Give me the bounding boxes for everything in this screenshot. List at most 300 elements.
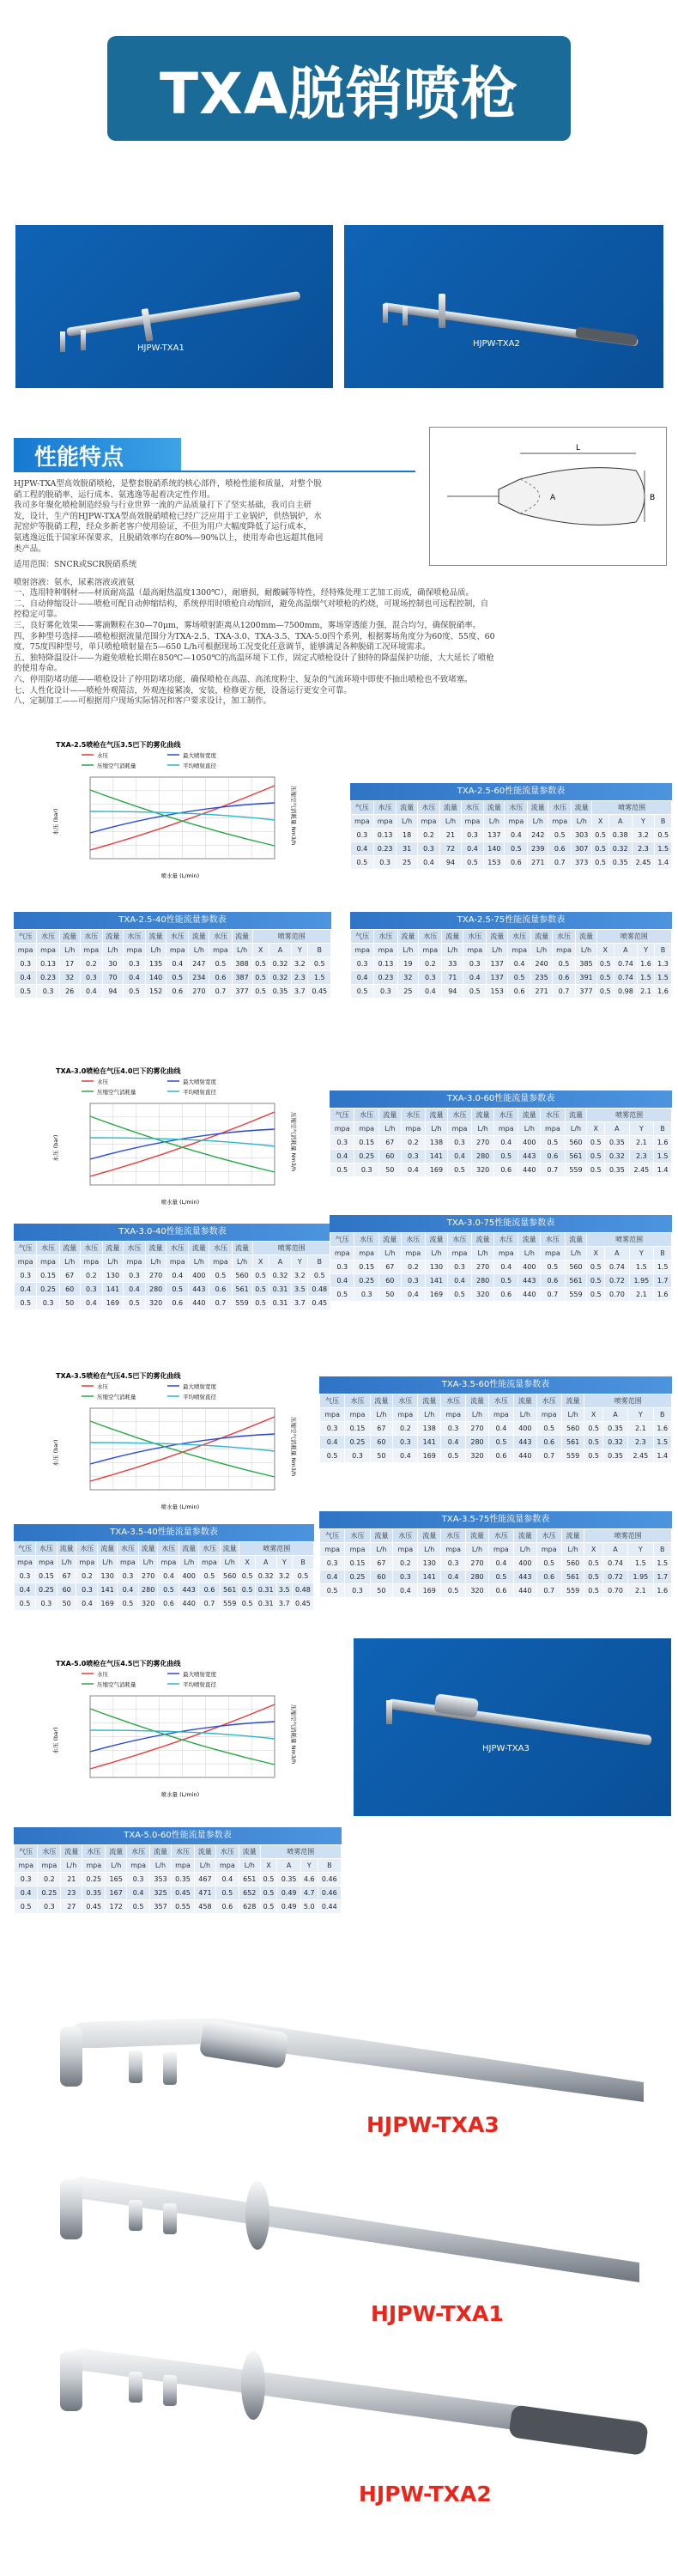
table-header-cell: 流量	[514, 1394, 537, 1408]
perf-table	[14, 1241, 331, 1310]
table-row	[330, 1150, 672, 1163]
table-cell: 0.3	[461, 829, 484, 842]
table-cell: 2.1	[629, 1288, 653, 1302]
table-cell: 353	[150, 1873, 172, 1886]
table-cell: 0.4	[117, 1583, 138, 1597]
table-cell: 0.4	[393, 1449, 418, 1463]
table-unit-cell: L/h	[518, 1122, 541, 1136]
table-cell: 443	[514, 1436, 537, 1449]
table-header-cell: 流量	[576, 930, 597, 944]
table-cell: 0.4	[15, 1886, 38, 1900]
table-cell: 0.38	[608, 829, 632, 842]
table-cell: 67	[378, 1136, 401, 1150]
table-header-cell: 流量	[418, 1529, 441, 1543]
table-header-cell: 水压	[80, 1242, 102, 1255]
table-caption: TXA-5.0-60性能流量参数表	[14, 1827, 342, 1844]
table-cell: 1.6	[653, 1422, 671, 1436]
table-unit-cell: L/h	[378, 1122, 401, 1136]
table-cell: 0.3	[351, 829, 374, 842]
table-cell: 0.3	[440, 1422, 465, 1436]
table-cell: 0.3	[354, 1163, 378, 1177]
table-cell: 3.7	[292, 985, 308, 999]
table-header-cell: 水压	[508, 930, 531, 944]
table-cell: 0.3	[393, 1436, 418, 1449]
table-unit-cell: mpa	[209, 1255, 232, 1269]
perf-table	[14, 929, 331, 999]
table-cell: 400	[189, 1269, 209, 1283]
table-header-cell: 水压	[38, 1845, 61, 1859]
table-cell: 443	[189, 1283, 209, 1297]
chart-title: TXA-5.0喷枪在气压4.5巴下的雾化曲线	[56, 1660, 181, 1668]
table-header-cell: 流量	[146, 1242, 166, 1255]
table-cell: 25	[397, 985, 419, 999]
table-cell: 0.5	[494, 1150, 518, 1163]
table-cell: 440	[518, 1163, 541, 1177]
table-cell: 70	[102, 971, 123, 985]
legend-label: 最大喷射宽度	[183, 1078, 216, 1085]
table-cell: 0.70	[605, 1288, 629, 1302]
table-cell: 561	[565, 1274, 587, 1288]
table-header-cell: 水压	[447, 1233, 471, 1247]
table-unit-cell: mpa	[536, 1543, 561, 1557]
table-unit-cell: B	[292, 1556, 313, 1570]
table-cell: 0.5	[584, 1584, 602, 1598]
table-cell: 0.35	[605, 1163, 629, 1177]
table-cell: 0.3	[401, 1150, 425, 1163]
table-unit-cell: L/h	[472, 1122, 494, 1136]
table-unit-cell: mpa	[354, 1122, 378, 1136]
table-cell: 239	[528, 842, 548, 856]
table-unit-cell: B	[654, 944, 671, 957]
table-unit-cell: mpa	[37, 1255, 59, 1269]
table-cell: 0.55	[171, 1900, 194, 1914]
table-cell: 0.5	[440, 1584, 465, 1598]
legend-label: 压缩空气消耗量	[97, 1394, 136, 1400]
table-cell: 1.5	[654, 971, 671, 985]
table-unit-cell: L/h	[484, 815, 505, 829]
table-header-cell: 气压	[15, 1542, 36, 1556]
table-header-cell: 喷雾范围	[252, 930, 331, 944]
table-row	[330, 1163, 672, 1177]
table-cell: 0.5	[461, 856, 484, 870]
perf-table-txa25-40	[14, 912, 331, 999]
table-unit-cell: B	[308, 1255, 331, 1269]
solution-line: 喷射溶液：氨水，尿素溶液或液氨	[14, 577, 135, 587]
table-cell: 0.32	[608, 842, 632, 856]
table-header-cell: 喷雾范围	[252, 1242, 331, 1255]
table-cell: 0.74	[614, 971, 637, 985]
table-cell: 0.3	[419, 971, 442, 985]
table-cell: 26	[59, 985, 80, 999]
table-header-cell: 水压	[440, 1394, 465, 1408]
table-cell: 0.25	[35, 1583, 57, 1597]
table-cell: 60	[378, 1274, 401, 1288]
table-unit-cell: A	[614, 944, 637, 957]
table-cell: 0.6	[215, 1900, 239, 1914]
table-cell: 0.7	[536, 1584, 561, 1598]
table-cell: 0.25	[82, 1873, 106, 1886]
table-header-cell: 流量	[232, 1242, 252, 1255]
table-cell: 0.4	[127, 1886, 150, 1900]
table-unit-cell: L/h	[561, 1543, 584, 1557]
table-caption: TXA-3.5-75性能流量参数表	[319, 1511, 672, 1528]
table-cell: 130	[102, 1269, 123, 1283]
table-header-cell: 气压	[15, 930, 37, 944]
table-cell: 0.5	[239, 1570, 255, 1583]
table-cell: 0.4	[351, 971, 374, 985]
diagram-label-l: L	[576, 444, 581, 453]
table-cell: 373	[572, 856, 592, 870]
table-unit-cell: mpa	[15, 944, 37, 957]
table-cell: 0.72	[605, 1274, 629, 1288]
table-cell: 0.5	[541, 1261, 565, 1274]
feature-list	[14, 560, 675, 708]
photo-label-txa2: HJPW-TXA2	[473, 339, 520, 349]
table-cell: 0.6	[536, 1436, 561, 1449]
table-row	[351, 829, 672, 842]
table-unit-cell: L/h	[232, 944, 252, 957]
table-unit-cell: X	[260, 1859, 277, 1873]
table-header-cell: 喷雾范围	[260, 1845, 341, 1859]
table-cell: 0.5	[239, 1597, 255, 1611]
table-cell: 0.4	[440, 1436, 465, 1449]
table-unit-cell: mpa	[15, 1255, 37, 1269]
feature-line: 三、良好雾化效果——雾滴颗粒在30—70μm，雾场喷射距离从1200mm—7500mm，雾场穿透能力强，混合均匀，确保脱硝率。	[14, 620, 481, 630]
table-cell: 0.4	[320, 1571, 345, 1584]
table-unit-cell: L/h	[418, 1408, 441, 1422]
table-cell: 0.5	[655, 829, 672, 842]
table-header-cell: 水压	[494, 1109, 518, 1122]
table-cell: 94	[440, 856, 461, 870]
table-header-cell: 水压	[166, 1242, 189, 1255]
table-unit-cell: L/h	[59, 1255, 80, 1269]
table-cell: 0.4	[15, 1283, 37, 1297]
table-unit-cell: mpa	[401, 1122, 425, 1136]
table-cell: 0.3	[123, 957, 145, 971]
table-header-cell: 水压	[123, 1242, 145, 1255]
table-cell: 559	[561, 1449, 584, 1463]
table-cell: 0.6	[494, 1163, 518, 1177]
perf-table	[14, 1541, 314, 1611]
table-cell: 1.3	[654, 957, 671, 971]
table-row	[15, 1297, 331, 1310]
table-cell: 3.5	[292, 1283, 308, 1297]
table-cell: 169	[418, 1449, 441, 1463]
table-cell: 152	[146, 985, 166, 999]
table-cell: 559	[220, 1597, 239, 1611]
table-cell: 2.45	[628, 1449, 653, 1463]
table-row	[15, 1597, 314, 1611]
table-cell: 440	[514, 1449, 537, 1463]
legend-label: 压缩空气消耗量	[97, 1681, 136, 1688]
perf-table	[319, 1528, 672, 1598]
table-cell: 50	[378, 1288, 401, 1302]
table-header-cell: 流量	[57, 1542, 76, 1556]
atomization-chart-txa25	[47, 738, 330, 884]
table-row	[15, 1583, 314, 1597]
table-unit-cell: L/h	[189, 1255, 209, 1269]
table-cell: 561	[232, 1283, 252, 1297]
table-header-cell: 水压	[505, 801, 528, 815]
table-cell: 0.5	[252, 971, 269, 985]
table-unit-cell: mpa	[215, 1859, 239, 1873]
table-header-cell: 水压	[440, 1529, 465, 1543]
table-cell: 0.5	[260, 1873, 277, 1886]
table-cell: 67	[57, 1570, 76, 1583]
table-cell: 0.5	[494, 1274, 518, 1288]
table-cell: 4.6	[300, 1873, 318, 1886]
table-cell: 320	[466, 1449, 489, 1463]
table-cell: 0.32	[602, 1436, 627, 1449]
table-cell: 320	[472, 1288, 494, 1302]
table-cell: 391	[576, 971, 597, 985]
table-cell: 0.5	[215, 1886, 239, 1900]
table-cell: 3.2	[292, 1269, 308, 1283]
table-cell: 0.7	[209, 1297, 232, 1310]
table-header-cell: 水压	[158, 1542, 179, 1556]
table-cell: 1.5	[654, 1150, 672, 1163]
table-header-cell: 水压	[393, 1394, 418, 1408]
table-cell: 0.6	[488, 1584, 513, 1598]
table-header-cell: 流量	[440, 801, 461, 815]
table-unit-cell: mpa	[401, 1247, 425, 1261]
table-header-cell: 气压	[330, 1109, 354, 1122]
table-unit-cell: A	[602, 1543, 627, 1557]
feature-line: 八、定制加工——可根据用户现场实际情况和客户要求设计，加工制作。	[14, 696, 272, 707]
table-cell: 0.5	[123, 985, 145, 999]
table-cell: 0.5	[252, 1297, 269, 1310]
table-cell: 0.4	[76, 1597, 98, 1611]
table-unit-cell: L/h	[576, 944, 597, 957]
table-cell: 0.5	[308, 1269, 331, 1283]
table-cell: 0.6	[541, 1150, 565, 1163]
table-header-cell: 水压	[80, 930, 102, 944]
table-header-cell: 流量	[102, 1242, 123, 1255]
table-cell: 560	[232, 1269, 252, 1283]
table-cell: 3.7	[276, 1597, 292, 1611]
table-unit-cell: X	[587, 1247, 605, 1261]
legend-label: 最大喷射宽度	[183, 1671, 216, 1678]
table-unit-cell: mpa	[166, 944, 189, 957]
table-cell: 0.6	[508, 985, 531, 999]
table-unit-cell: L/h	[440, 815, 461, 829]
table-unit-cell: L/h	[102, 1255, 123, 1269]
table-cell: 0.49	[277, 1886, 300, 1900]
table-unit-cell: L/h	[466, 1408, 489, 1422]
table-unit-cell: L/h	[514, 1408, 537, 1422]
perf-table	[14, 1844, 342, 1914]
table-header-cell: 流量	[239, 1845, 260, 1859]
table-cell: 0.5	[508, 971, 531, 985]
table-cell: 169	[102, 1297, 123, 1310]
table-cell: 0.35	[602, 1449, 627, 1463]
table-cell: 140	[146, 971, 166, 985]
table-unit-cell: B	[318, 1859, 341, 1873]
table-row	[320, 1584, 672, 1598]
table-cell: 271	[528, 856, 548, 870]
table-unit-cell: mpa	[80, 1255, 102, 1269]
table-header-cell: 水压	[488, 1529, 513, 1543]
table-cell: 0.4	[488, 1422, 513, 1436]
table-cell: 0.5	[166, 1283, 189, 1297]
table-unit-cell: mpa	[552, 944, 575, 957]
perf-table	[319, 1394, 672, 1463]
table-header-cell: 水压	[198, 1542, 220, 1556]
table-header-cell: 流量	[220, 1542, 239, 1556]
table-header-cell: 水压	[354, 1109, 378, 1122]
table-cell: 0.5	[587, 1150, 605, 1163]
table-cell: 0.3	[463, 957, 487, 971]
table-header-cell: 流量	[378, 1109, 401, 1122]
table-header-cell: 流量	[531, 930, 553, 944]
table-row	[351, 842, 672, 856]
table-header-cell: 水压	[417, 801, 440, 815]
table-caption: TXA-3.0-60性能流量参数表	[330, 1091, 672, 1108]
table-cell: 247	[189, 957, 209, 971]
table-cell: 280	[472, 1150, 494, 1163]
table-unit-cell: L/h	[138, 1556, 158, 1570]
diagram-label-b: B	[650, 494, 656, 502]
perf-table-txa30-60	[330, 1091, 672, 1177]
table-cell: 130	[98, 1570, 118, 1583]
table-unit-cell: A	[277, 1859, 300, 1873]
intro-line: HJPW-TXA型高效脱硝喷枪，是整套脱硝系统的核心部件，喷枪性能和质量，对整个脱	[14, 479, 322, 489]
chart-title: TXA-2.5喷枪在气压3.5巴下的雾化曲线	[56, 741, 181, 749]
table-cell: 0.2	[76, 1570, 98, 1583]
table-cell: 0.5	[552, 957, 575, 971]
table-cell: 0.3	[123, 1269, 145, 1283]
table-cell: 1.95	[629, 1274, 653, 1288]
table-cell: 0.5	[488, 1436, 513, 1449]
table-cell: 0.4	[461, 842, 484, 856]
table-unit-cell: B	[654, 1122, 672, 1136]
table-cell: 559	[565, 1288, 587, 1302]
table-header-cell: 流量	[189, 1242, 209, 1255]
table-cell: 0.25	[345, 1436, 370, 1449]
table-header-cell: 水压	[209, 1242, 232, 1255]
table-cell: 0.5	[252, 985, 269, 999]
table-cell: 0.5	[587, 1288, 605, 1302]
table-unit-cell: L/h	[418, 1543, 441, 1557]
table-cell: 0.13	[373, 829, 397, 842]
table-cell: 27	[61, 1900, 82, 1914]
table-header-cell: 流量	[189, 930, 209, 944]
table-cell: 0.25	[37, 1283, 59, 1297]
table-cell: 0.15	[354, 1261, 378, 1274]
table-header-cell: 喷雾范围	[592, 801, 672, 815]
table-unit-cell: mpa	[166, 1255, 189, 1269]
table-cell: 443	[514, 1571, 537, 1584]
table-cell: 560	[565, 1136, 587, 1150]
table-unit-cell: Y	[292, 1255, 308, 1269]
table-unit-cell: mpa	[419, 944, 442, 957]
table-cell: 0.4	[123, 1283, 145, 1297]
table-unit-cell: mpa	[440, 1543, 465, 1557]
table-cell: 560	[561, 1557, 584, 1571]
table-cell: 50	[370, 1584, 393, 1598]
table-unit-cell: X	[252, 944, 269, 957]
table-unit-cell: L/h	[426, 1247, 448, 1261]
table-cell: 242	[528, 829, 548, 842]
table-cell: 0.5	[584, 1422, 602, 1436]
table-cell: 400	[518, 1261, 541, 1274]
table-cell: 0.6	[166, 985, 189, 999]
table-cell: 0.5	[260, 1886, 277, 1900]
table-cell: 0.2	[80, 1269, 102, 1283]
table-header-cell: 喷雾范围	[596, 930, 671, 944]
table-cell: 0.5	[198, 1570, 220, 1583]
table-unit-cell: mpa	[351, 815, 374, 829]
table-unit-cell: mpa	[330, 1122, 354, 1136]
table-cell: 1.7	[653, 1571, 671, 1584]
table-unit-cell: L/h	[487, 944, 508, 957]
table-cell: 50	[59, 1297, 80, 1310]
table-unit-cell: L/h	[565, 1247, 587, 1261]
table-header-cell: 喷雾范围	[584, 1394, 672, 1408]
table-unit-cell: mpa	[508, 944, 531, 957]
table-cell: 387	[232, 971, 252, 985]
feature-line: 一、选用特种钢材——材质耐高温（最高耐热温度1300℃），耐磨损，耐酸碱等特性，经特殊处理工艺加工而成，确保喷枪品质。	[14, 588, 474, 598]
feature-line: 的使用寿命。	[14, 664, 63, 674]
table-cell: 0.15	[35, 1570, 57, 1583]
table-unit-cell: L/h	[150, 1859, 172, 1873]
table-cell: 17	[59, 957, 80, 971]
table-header-cell: 气压	[15, 1845, 38, 1859]
table-cell: 0.5	[440, 1449, 465, 1463]
table-header-cell: 流量	[232, 930, 252, 944]
table-unit-cell: X	[584, 1543, 602, 1557]
table-cell: 0.4	[330, 1150, 354, 1163]
table-cell: 0.3	[15, 1873, 38, 1886]
table-cell: 0.25	[38, 1886, 61, 1900]
table-cell: 0.15	[37, 1269, 59, 1283]
y2-axis-label: 压缩空气消耗量 Nm3/h	[290, 1112, 297, 1172]
table-unit-cell: L/h	[146, 1255, 166, 1269]
table-unit-cell: X	[592, 815, 609, 829]
table-cell: 0.23	[374, 971, 397, 985]
section-divider	[14, 471, 415, 472]
table-cell: 0.4	[80, 985, 102, 999]
table-unit-cell: L/h	[57, 1556, 76, 1570]
table-cell: 0.74	[602, 1557, 627, 1571]
table-row	[15, 971, 331, 985]
table-cell: 165	[106, 1873, 127, 1886]
perf-table	[350, 800, 672, 870]
table-cell: 0.7	[536, 1449, 561, 1463]
table-unit-cell: mpa	[461, 815, 484, 829]
table-cell: 67	[59, 1269, 80, 1283]
table-unit-cell: mpa	[123, 944, 145, 957]
table-unit-cell: B	[653, 1543, 671, 1557]
table-cell: 30	[102, 957, 123, 971]
table-cell: 0.2	[401, 1136, 425, 1150]
table-cell: 141	[418, 1571, 441, 1584]
table-cell: 303	[572, 829, 592, 842]
table-header-cell: 流量	[59, 930, 80, 944]
x-axis-label: 喷水量 (L/min)	[160, 1504, 200, 1510]
table-header-cell: 流量	[98, 1542, 118, 1556]
table-header-cell: 流量	[466, 1394, 489, 1408]
table-header-cell: 流量	[378, 1233, 401, 1247]
table-cell: 0.6	[158, 1597, 179, 1611]
legend-label: 水压	[97, 1671, 108, 1678]
table-cell: 0.2	[419, 957, 442, 971]
table-cell: 270	[189, 985, 209, 999]
table-cell: 0.3	[393, 1571, 418, 1584]
table-cell: 0.3	[320, 1422, 345, 1436]
table-cell: 0.3	[351, 957, 374, 971]
chart-title: TXA-3.5喷枪在气压4.5巴下的雾化曲线	[56, 1372, 181, 1380]
